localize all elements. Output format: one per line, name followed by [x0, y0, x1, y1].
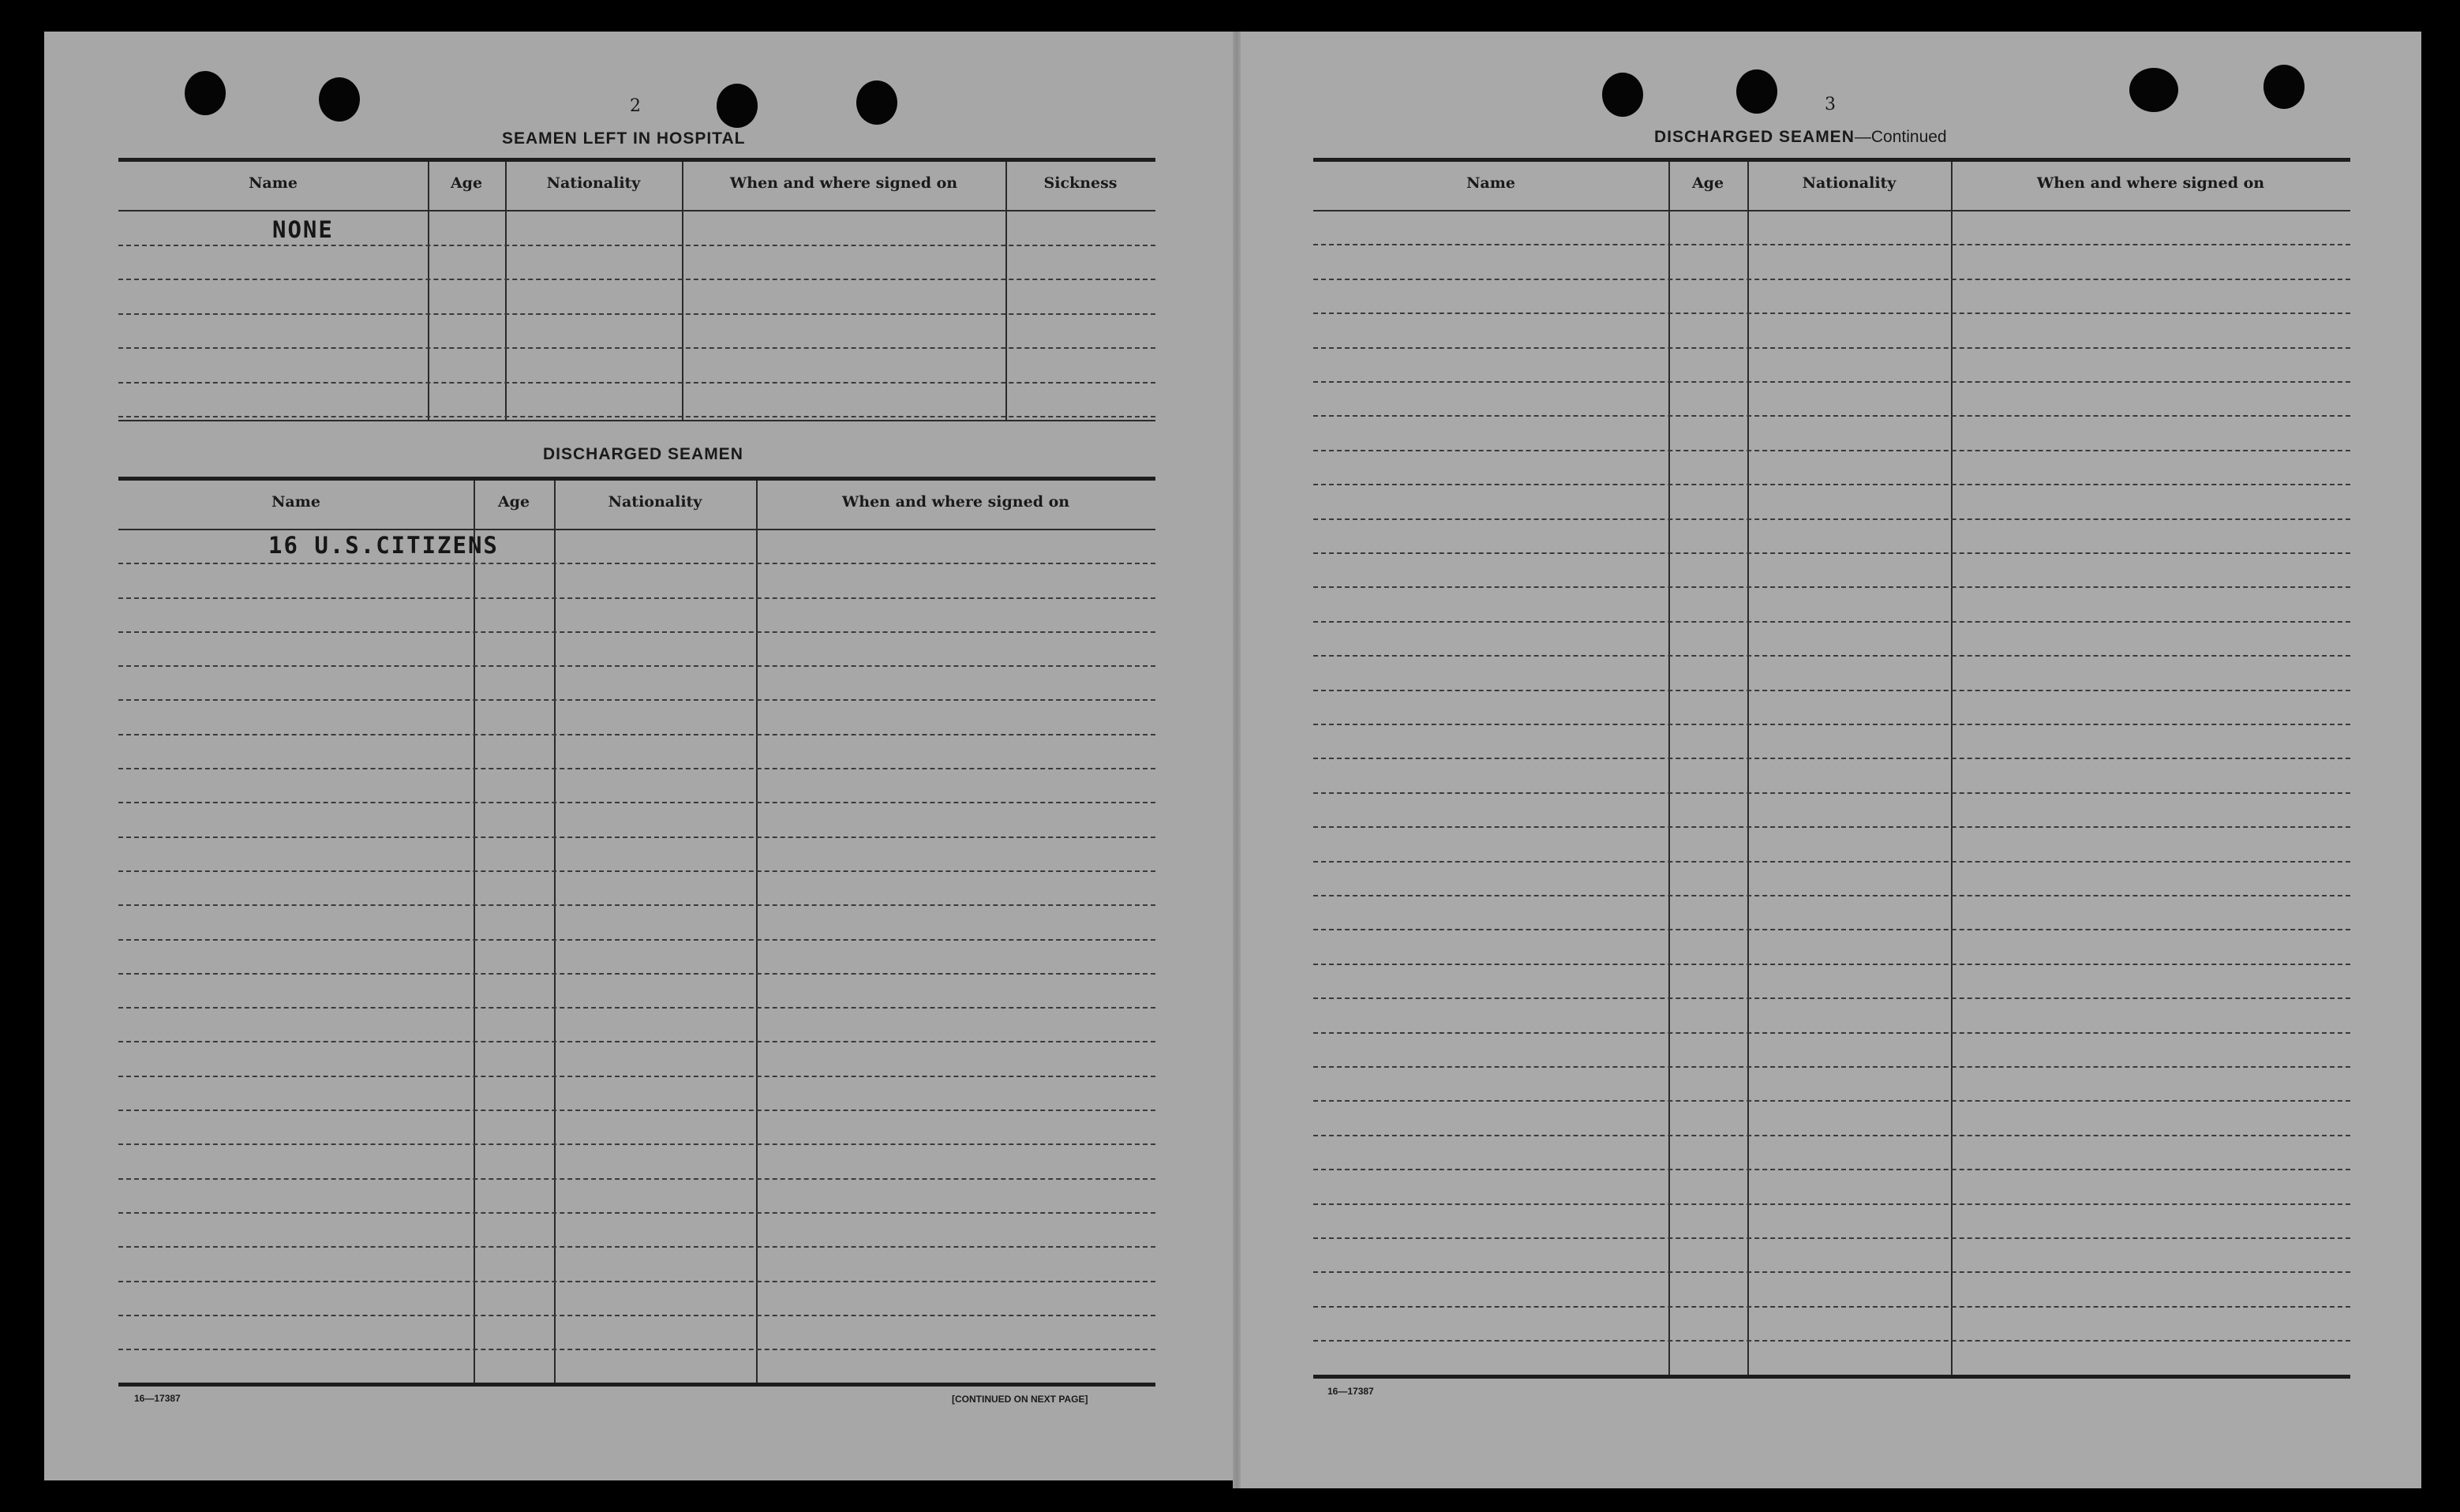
row-line — [1313, 1066, 2350, 1068]
row-line — [118, 631, 1155, 633]
row-line — [118, 347, 1155, 349]
row-line — [118, 904, 1155, 906]
row-line — [118, 1281, 1155, 1282]
row-line — [118, 1007, 1155, 1009]
page-number-left: 2 — [630, 96, 641, 116]
row-line — [118, 1315, 1155, 1316]
column-header: Nationality — [1802, 174, 1896, 192]
row-line — [118, 1212, 1155, 1214]
row-line — [118, 313, 1155, 315]
table-top-rule — [118, 477, 1155, 481]
row-line — [118, 597, 1155, 599]
row-line — [118, 973, 1155, 975]
column-header: Nationality — [546, 174, 641, 192]
column-header: Age — [450, 174, 483, 192]
table-top-rule — [1313, 158, 2350, 162]
hospital-entry-name: NONE — [272, 216, 334, 243]
discharged-section-title: DISCHARGED SEAMEN — [543, 445, 743, 463]
row-line — [1313, 1203, 2350, 1205]
discharged-entry-name: 16 U.S.CITIZENS — [268, 532, 499, 559]
row-line — [118, 1076, 1155, 1077]
row-line — [118, 416, 1155, 417]
left-page — [44, 32, 1237, 1480]
header-rule — [1313, 210, 2350, 211]
continued-note: [CONTINUED ON NEXT PAGE] — [952, 1394, 1088, 1405]
row-line — [1313, 1135, 2350, 1136]
row-line — [118, 1110, 1155, 1111]
row-line — [1313, 964, 2350, 965]
row-line — [1313, 1306, 2350, 1308]
row-line — [1313, 1271, 2350, 1273]
row-line — [118, 563, 1155, 564]
row-line — [1313, 552, 2350, 554]
row-line — [1313, 586, 2350, 588]
row-line — [118, 1246, 1155, 1248]
column-divider — [1951, 162, 1953, 1375]
column-header: Age — [1691, 174, 1724, 192]
row-line — [118, 382, 1155, 384]
punch-hole — [717, 84, 758, 128]
column-header: When and where signed on — [841, 493, 1070, 511]
table-bottom-rule — [1313, 1375, 2350, 1379]
row-line — [1313, 1100, 2350, 1102]
page-number-right: 3 — [1825, 95, 1836, 114]
column-divider — [1005, 162, 1007, 420]
row-line — [1313, 1032, 2350, 1034]
column-header: When and where signed on — [729, 174, 958, 192]
row-line — [1313, 1340, 2350, 1342]
row-line — [118, 734, 1155, 735]
column-divider — [682, 162, 683, 420]
row-line — [118, 1143, 1155, 1145]
row-line — [1313, 1237, 2350, 1239]
discharged-continued-title — [1654, 128, 1947, 147]
row-line — [1313, 313, 2350, 314]
right-page — [1237, 32, 2421, 1488]
punch-hole — [1736, 69, 1777, 114]
row-line — [1313, 758, 2350, 759]
row-line — [1313, 997, 2350, 999]
row-line — [118, 1178, 1155, 1180]
header-rule — [118, 210, 1155, 211]
header-rule — [118, 529, 1155, 530]
row-line — [1313, 450, 2350, 451]
row-line — [1313, 484, 2350, 485]
discharged-continued-title-suffix: —Continued — [1854, 128, 1947, 146]
column-header: Age — [497, 493, 530, 511]
column-header: Sickness — [1043, 174, 1118, 192]
punch-hole — [1602, 73, 1643, 117]
row-line — [118, 870, 1155, 872]
punch-hole — [2129, 68, 2178, 112]
row-line — [118, 802, 1155, 803]
column-header: When and where signed on — [2036, 174, 2265, 192]
punch-hole — [319, 77, 360, 122]
form-number-left: 16—17387 — [134, 1393, 181, 1404]
column-header: Nationality — [608, 493, 702, 511]
table-bottom-rule — [118, 1383, 1155, 1387]
column-header: Name — [1466, 174, 1515, 192]
column-header: Name — [249, 174, 298, 192]
row-line — [1313, 690, 2350, 691]
row-line — [118, 1041, 1155, 1042]
column-divider — [1747, 162, 1749, 1375]
row-line — [1313, 244, 2350, 245]
row-line — [118, 768, 1155, 769]
column-divider — [1668, 162, 1670, 1375]
row-line — [118, 699, 1155, 701]
punch-hole — [185, 71, 226, 115]
row-line — [1313, 826, 2350, 828]
column-divider — [505, 162, 507, 420]
row-line — [118, 1349, 1155, 1350]
row-line — [1313, 381, 2350, 383]
row-line — [118, 836, 1155, 838]
row-line — [1313, 347, 2350, 349]
row-line — [1313, 621, 2350, 623]
row-line — [1313, 655, 2350, 657]
discharged-continued-title-main: DISCHARGED SEAMEN — [1654, 128, 1855, 146]
row-line — [1313, 415, 2350, 417]
row-line — [118, 245, 1155, 246]
row-line — [1313, 724, 2350, 725]
row-line — [1313, 929, 2350, 930]
row-line — [118, 279, 1155, 280]
column-divider — [428, 162, 429, 420]
table-bottom-rule — [118, 420, 1155, 421]
page-spine — [1233, 32, 1241, 1488]
row-line — [118, 665, 1155, 667]
row-line — [1313, 279, 2350, 280]
row-line — [1313, 861, 2350, 863]
column-header: Name — [271, 493, 320, 511]
punch-hole — [2263, 65, 2305, 109]
row-line — [118, 939, 1155, 941]
punch-hole — [856, 80, 897, 125]
hospital-section-title: SEAMEN LEFT IN HOSPITAL — [502, 129, 746, 148]
form-number-right: 16—17387 — [1327, 1386, 1374, 1397]
row-line — [1313, 1169, 2350, 1170]
row-line — [1313, 518, 2350, 520]
row-line — [1313, 895, 2350, 896]
row-line — [1313, 792, 2350, 794]
table-top-rule — [118, 158, 1155, 162]
